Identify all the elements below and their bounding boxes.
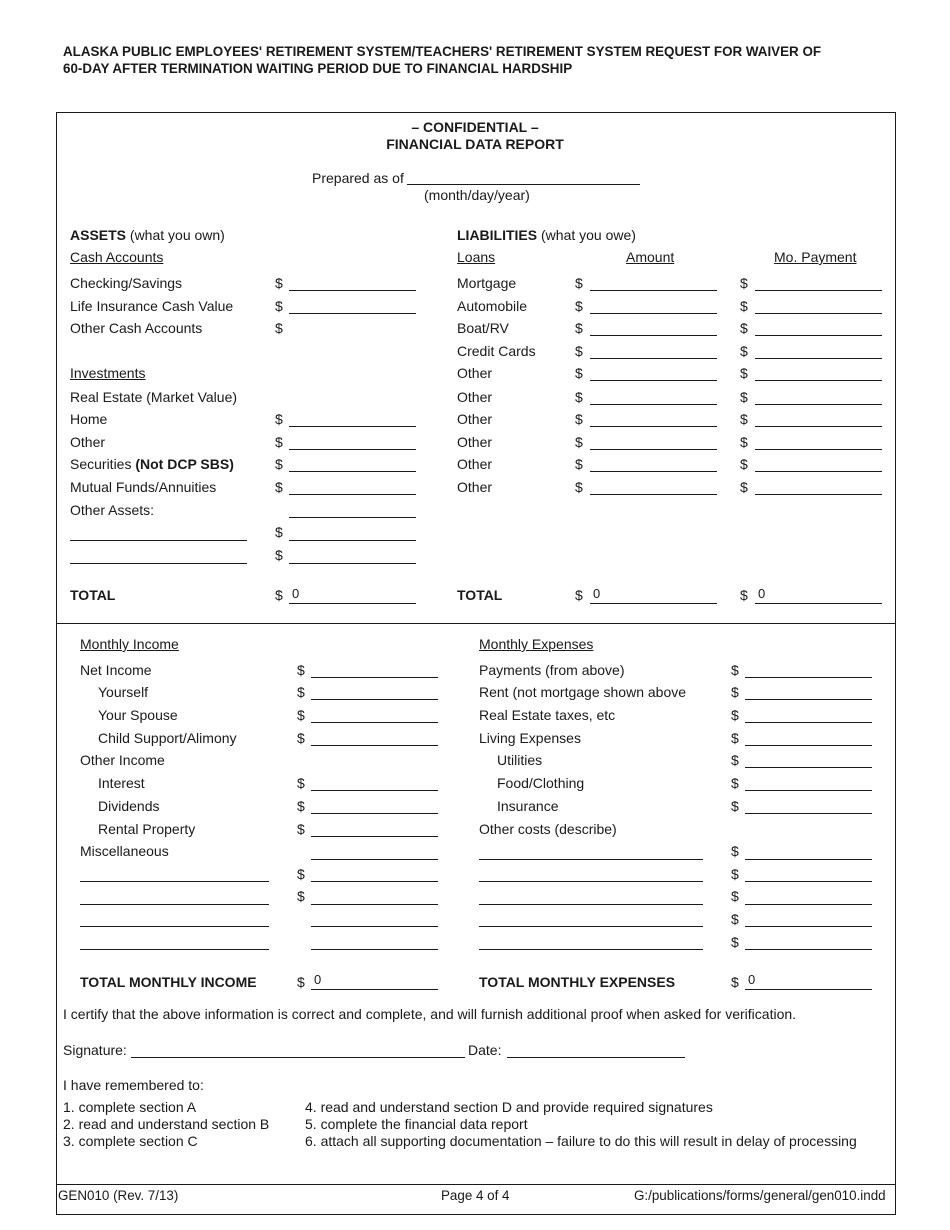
loans-heading: Loans — [457, 249, 496, 265]
liabilities-heading: LIABILITIES (what you owe) — [457, 227, 636, 243]
other-income-label: Other Income — [80, 752, 165, 768]
liabilities-total-amount-field[interactable]: 0 — [590, 587, 717, 604]
cash-accounts-heading: Cash Accounts — [70, 249, 164, 265]
date-label: Date: — [468, 1042, 502, 1058]
mortgage-payment-input[interactable] — [755, 274, 882, 291]
checklist-item: 1. complete section A — [63, 1099, 197, 1115]
food-clothing-input[interactable] — [745, 774, 872, 791]
payments-label: Payments (from above) — [479, 662, 625, 678]
section-divider — [56, 623, 896, 624]
loan-label-boat-rv: Boat/RV — [457, 320, 509, 336]
loan-label-credit-cards: Credit Cards — [457, 343, 536, 359]
securities-label: Securities (Not DCP SBS) — [70, 456, 234, 472]
other-loan-amount-input[interactable] — [590, 410, 717, 427]
other-costs-label: Other costs (describe) — [479, 821, 617, 837]
credit-cards-amount-input[interactable] — [590, 342, 717, 359]
automobile-amount-input[interactable] — [590, 297, 717, 314]
prepared-date-input[interactable] — [407, 168, 640, 185]
currency-sign: $ — [731, 684, 739, 700]
checklist-item: 2. read and understand section B — [63, 1116, 270, 1132]
other-loan-payment-input[interactable] — [755, 410, 882, 427]
currency-sign: $ — [575, 389, 583, 405]
mortgage-amount-input[interactable] — [590, 274, 717, 291]
other-loan-payment-input[interactable] — [755, 388, 882, 405]
currency-sign: $ — [731, 707, 739, 723]
other-loan-payment-input[interactable] — [755, 364, 882, 381]
currency-sign: $ — [731, 798, 739, 814]
currency-sign: $ — [575, 320, 583, 336]
other-assets-input[interactable] — [289, 501, 416, 518]
other-cost-amount-input[interactable] — [745, 843, 872, 860]
assets-heading: ASSETS (what you own) — [70, 227, 225, 243]
other-loan-amount-input[interactable] — [590, 433, 717, 450]
home-input[interactable] — [289, 410, 416, 427]
insurance-label: Insurance — [497, 798, 559, 814]
signature-date-input[interactable] — [507, 1041, 685, 1058]
confidential-label: – CONFIDENTIAL – — [411, 119, 539, 135]
assets-total-field[interactable]: 0 — [289, 587, 416, 604]
currency-sign: $ — [275, 479, 283, 495]
loan-label-other: Other — [457, 365, 493, 381]
liabilities-total-label: TOTAL — [457, 587, 503, 603]
currency-sign: $ — [575, 275, 583, 291]
rental-property-input[interactable] — [311, 820, 438, 837]
child-support-label: Child Support/Alimony — [98, 730, 237, 746]
other-cost-description-input[interactable] — [479, 843, 703, 860]
currency-sign: $ — [575, 456, 583, 472]
currency-sign: $ — [275, 434, 283, 450]
boat-rv-amount-input[interactable] — [590, 319, 717, 336]
other-cost-description-input[interactable] — [479, 888, 703, 905]
child-support-input[interactable] — [311, 729, 438, 746]
other-cost-amount-input[interactable] — [745, 910, 872, 927]
yourself-label: Yourself — [98, 684, 149, 700]
currency-sign: $ — [731, 730, 739, 746]
credit-cards-payment-input[interactable] — [755, 342, 882, 359]
other-cost-amount-input[interactable] — [745, 933, 872, 950]
living-expenses-input[interactable] — [745, 729, 872, 746]
payments-input[interactable] — [745, 661, 872, 678]
other-real-estate-label: Other — [70, 434, 106, 450]
other-loan-amount-input[interactable] — [590, 364, 717, 381]
other-real-estate-input[interactable] — [289, 433, 416, 450]
currency-sign: $ — [740, 320, 748, 336]
currency-sign: $ — [731, 866, 739, 882]
currency-sign: $ — [740, 587, 748, 603]
mutual-funds-label: Mutual Funds/Annuities — [70, 479, 217, 495]
liabilities-total-payment-field[interactable]: 0 — [755, 587, 882, 604]
other-cost-amount-input[interactable] — [745, 865, 872, 882]
checklist-intro: I have remembered to: — [63, 1077, 204, 1093]
misc-income-description-input[interactable] — [80, 910, 269, 927]
currency-sign: $ — [275, 298, 283, 314]
other-cost-amount-input[interactable] — [745, 888, 872, 905]
checklist-item: 5. complete the financial data report — [305, 1116, 528, 1132]
currency-sign: $ — [297, 662, 305, 678]
page-number: Page 4 of 4 — [441, 1188, 510, 1203]
food-clothing-label: Food/Clothing — [497, 775, 585, 791]
utilities-input[interactable] — [745, 751, 872, 768]
total-monthly-expenses-field[interactable]: 0 — [745, 973, 872, 990]
checking-savings-label: Checking/Savings — [70, 275, 183, 291]
monthly-payment-heading: Mo. Payment — [774, 249, 857, 265]
spouse-label: Your Spouse — [98, 707, 178, 723]
currency-sign: $ — [740, 434, 748, 450]
real-estate-taxes-label: Real Estate taxes, etc — [479, 707, 616, 723]
misc-income-description-input[interactable] — [80, 865, 269, 882]
other-loan-payment-input[interactable] — [755, 433, 882, 450]
securities-input[interactable] — [289, 455, 416, 472]
currency-sign: $ — [575, 365, 583, 381]
date-format-hint: (month/day/year) — [424, 187, 530, 203]
currency-sign: $ — [740, 389, 748, 405]
rent-input[interactable] — [745, 683, 872, 700]
rental-property-label: Rental Property — [98, 821, 196, 837]
insurance-input[interactable] — [745, 797, 872, 814]
misc-income-amount-input[interactable] — [311, 888, 438, 905]
currency-sign: $ — [297, 684, 305, 700]
currency-sign: $ — [731, 775, 739, 791]
currency-sign: $ — [297, 888, 305, 904]
currency-sign: $ — [275, 547, 283, 563]
currency-sign: $ — [297, 866, 305, 882]
other-asset-amount-input[interactable] — [289, 524, 416, 541]
net-income-label: Net Income — [80, 662, 152, 678]
currency-sign: $ — [275, 524, 283, 540]
interest-label: Interest — [98, 775, 145, 791]
form-id: GEN010 (Rev. 7/13) — [58, 1188, 179, 1203]
loan-label-other: Other — [457, 411, 493, 427]
currency-sign: $ — [575, 587, 583, 603]
prepared-as-of-label: Prepared as of — [312, 170, 404, 186]
form-frame — [56, 112, 896, 1185]
currency-sign: $ — [740, 343, 748, 359]
currency-sign: $ — [740, 365, 748, 381]
other-cost-description-input[interactable] — [479, 865, 703, 882]
signature-input[interactable] — [131, 1041, 465, 1058]
other-asset-description-input[interactable] — [70, 524, 247, 541]
other-loan-payment-input[interactable] — [755, 455, 882, 472]
total-monthly-income-label: TOTAL MONTHLY INCOME — [80, 974, 257, 990]
mutual-funds-input[interactable] — [289, 478, 416, 495]
automobile-payment-input[interactable] — [755, 297, 882, 314]
currency-sign: $ — [575, 434, 583, 450]
currency-sign: $ — [275, 456, 283, 472]
other-loan-amount-input[interactable] — [590, 455, 717, 472]
currency-sign: $ — [731, 888, 739, 904]
checklist-item: 6. attach all supporting documentation – failure to do this will result in delay of processing — [305, 1133, 857, 1149]
signature-label: Signature: — [63, 1042, 127, 1058]
currency-sign: $ — [575, 343, 583, 359]
currency-sign: $ — [575, 479, 583, 495]
currency-sign: $ — [731, 662, 739, 678]
miscellaneous-label: Miscellaneous — [80, 843, 169, 859]
loan-label-other: Other — [457, 479, 493, 495]
currency-sign: $ — [297, 730, 305, 746]
dividends-label: Dividends — [98, 798, 160, 814]
spouse-income-input[interactable] — [311, 706, 438, 723]
total-monthly-income-field[interactable]: 0 — [311, 973, 438, 990]
loan-label-other: Other — [457, 456, 493, 472]
other-loan-payment-input[interactable] — [755, 478, 882, 495]
currency-sign: $ — [731, 974, 739, 990]
currency-sign: $ — [297, 707, 305, 723]
utilities-label: Utilities — [497, 752, 543, 768]
currency-sign: $ — [297, 798, 305, 814]
misc-income-description-input[interactable] — [80, 888, 269, 905]
currency-sign: $ — [731, 752, 739, 768]
other-cost-description-input[interactable] — [479, 910, 703, 927]
real-estate-label: Real Estate (Market Value) — [70, 389, 238, 405]
currency-sign: $ — [297, 974, 305, 990]
misc-income-description-input[interactable] — [80, 933, 269, 950]
other-asset-amount-input[interactable] — [289, 547, 416, 564]
real-estate-taxes-input[interactable] — [745, 706, 872, 723]
misc-income-amount-input[interactable] — [311, 933, 438, 950]
boat-rv-payment-input[interactable] — [755, 319, 882, 336]
currency-sign: $ — [275, 587, 283, 603]
living-expenses-label: Living Expenses — [479, 730, 581, 746]
currency-sign: $ — [731, 934, 739, 950]
total-monthly-expenses-label: TOTAL MONTHLY EXPENSES — [479, 974, 676, 990]
other-cost-description-input[interactable] — [479, 933, 703, 950]
misc-income-amount-input[interactable] — [311, 865, 438, 882]
report-title: FINANCIAL DATA REPORT — [386, 136, 564, 152]
yourself-income-input[interactable] — [311, 683, 438, 700]
home-label: Home — [70, 411, 108, 427]
amount-heading: Amount — [626, 249, 675, 265]
net-income-input[interactable] — [311, 661, 438, 678]
dividends-input[interactable] — [311, 797, 438, 814]
currency-sign: $ — [575, 298, 583, 314]
loan-label-mortgage: Mortgage — [457, 275, 517, 291]
currency-sign: $ — [740, 479, 748, 495]
currency-sign: $ — [275, 411, 283, 427]
currency-sign: $ — [740, 298, 748, 314]
certification-statement: I certify that the above information is correct and complete, and will furnish additional proof when asked for verification. — [63, 1006, 797, 1022]
loan-label-other: Other — [457, 434, 493, 450]
currency-sign: $ — [740, 411, 748, 427]
other-loan-amount-input[interactable] — [590, 388, 717, 405]
checklist-item: 4. read and understand section D and provide required signatures — [305, 1099, 713, 1115]
currency-sign: $ — [297, 775, 305, 791]
interest-input[interactable] — [311, 774, 438, 791]
other-loan-amount-input[interactable] — [590, 478, 717, 495]
other-cash-label: Other Cash Accounts — [70, 320, 203, 336]
loan-label-other: Other — [457, 389, 493, 405]
life-insurance-label: Life Insurance Cash Value — [70, 298, 234, 314]
currency-sign: $ — [575, 411, 583, 427]
monthly-expenses-heading: Monthly Expenses — [479, 636, 594, 652]
checking-savings-input[interactable] — [289, 274, 416, 291]
form-title-line-2: 60-DAY AFTER TERMINATION WAITING PERIOD DUE TO FINANCIAL HARDSHIP — [63, 61, 573, 76]
rent-label: Rent (not mortgage shown above — [479, 684, 687, 700]
currency-sign: $ — [275, 320, 283, 336]
form-title-line-1: ALASKA PUBLIC EMPLOYEES' RETIREMENT SYSTEM/TEACHERS' RETIREMENT SYSTEM REQUEST FOR WAIVER OF — [63, 44, 822, 59]
currency-sign: $ — [740, 456, 748, 472]
other-assets-label: Other Assets: — [70, 502, 155, 518]
life-insurance-input[interactable] — [289, 297, 416, 314]
misc-income-amount-input[interactable] — [311, 910, 438, 927]
other-asset-description-input[interactable] — [70, 547, 247, 564]
currency-sign: $ — [740, 275, 748, 291]
file-path: G:/publications/forms/general/gen010.indd — [634, 1188, 886, 1203]
currency-sign: $ — [731, 911, 739, 927]
currency-sign: $ — [297, 821, 305, 837]
checklist-item: 3. complete section C — [63, 1133, 198, 1149]
assets-total-label: TOTAL — [70, 587, 116, 603]
monthly-income-heading: Monthly Income — [80, 636, 179, 652]
currency-sign: $ — [275, 275, 283, 291]
miscellaneous-input[interactable] — [311, 843, 438, 860]
investments-heading: Investments — [70, 365, 146, 381]
loan-label-automobile: Automobile — [457, 298, 528, 314]
currency-sign: $ — [731, 843, 739, 859]
